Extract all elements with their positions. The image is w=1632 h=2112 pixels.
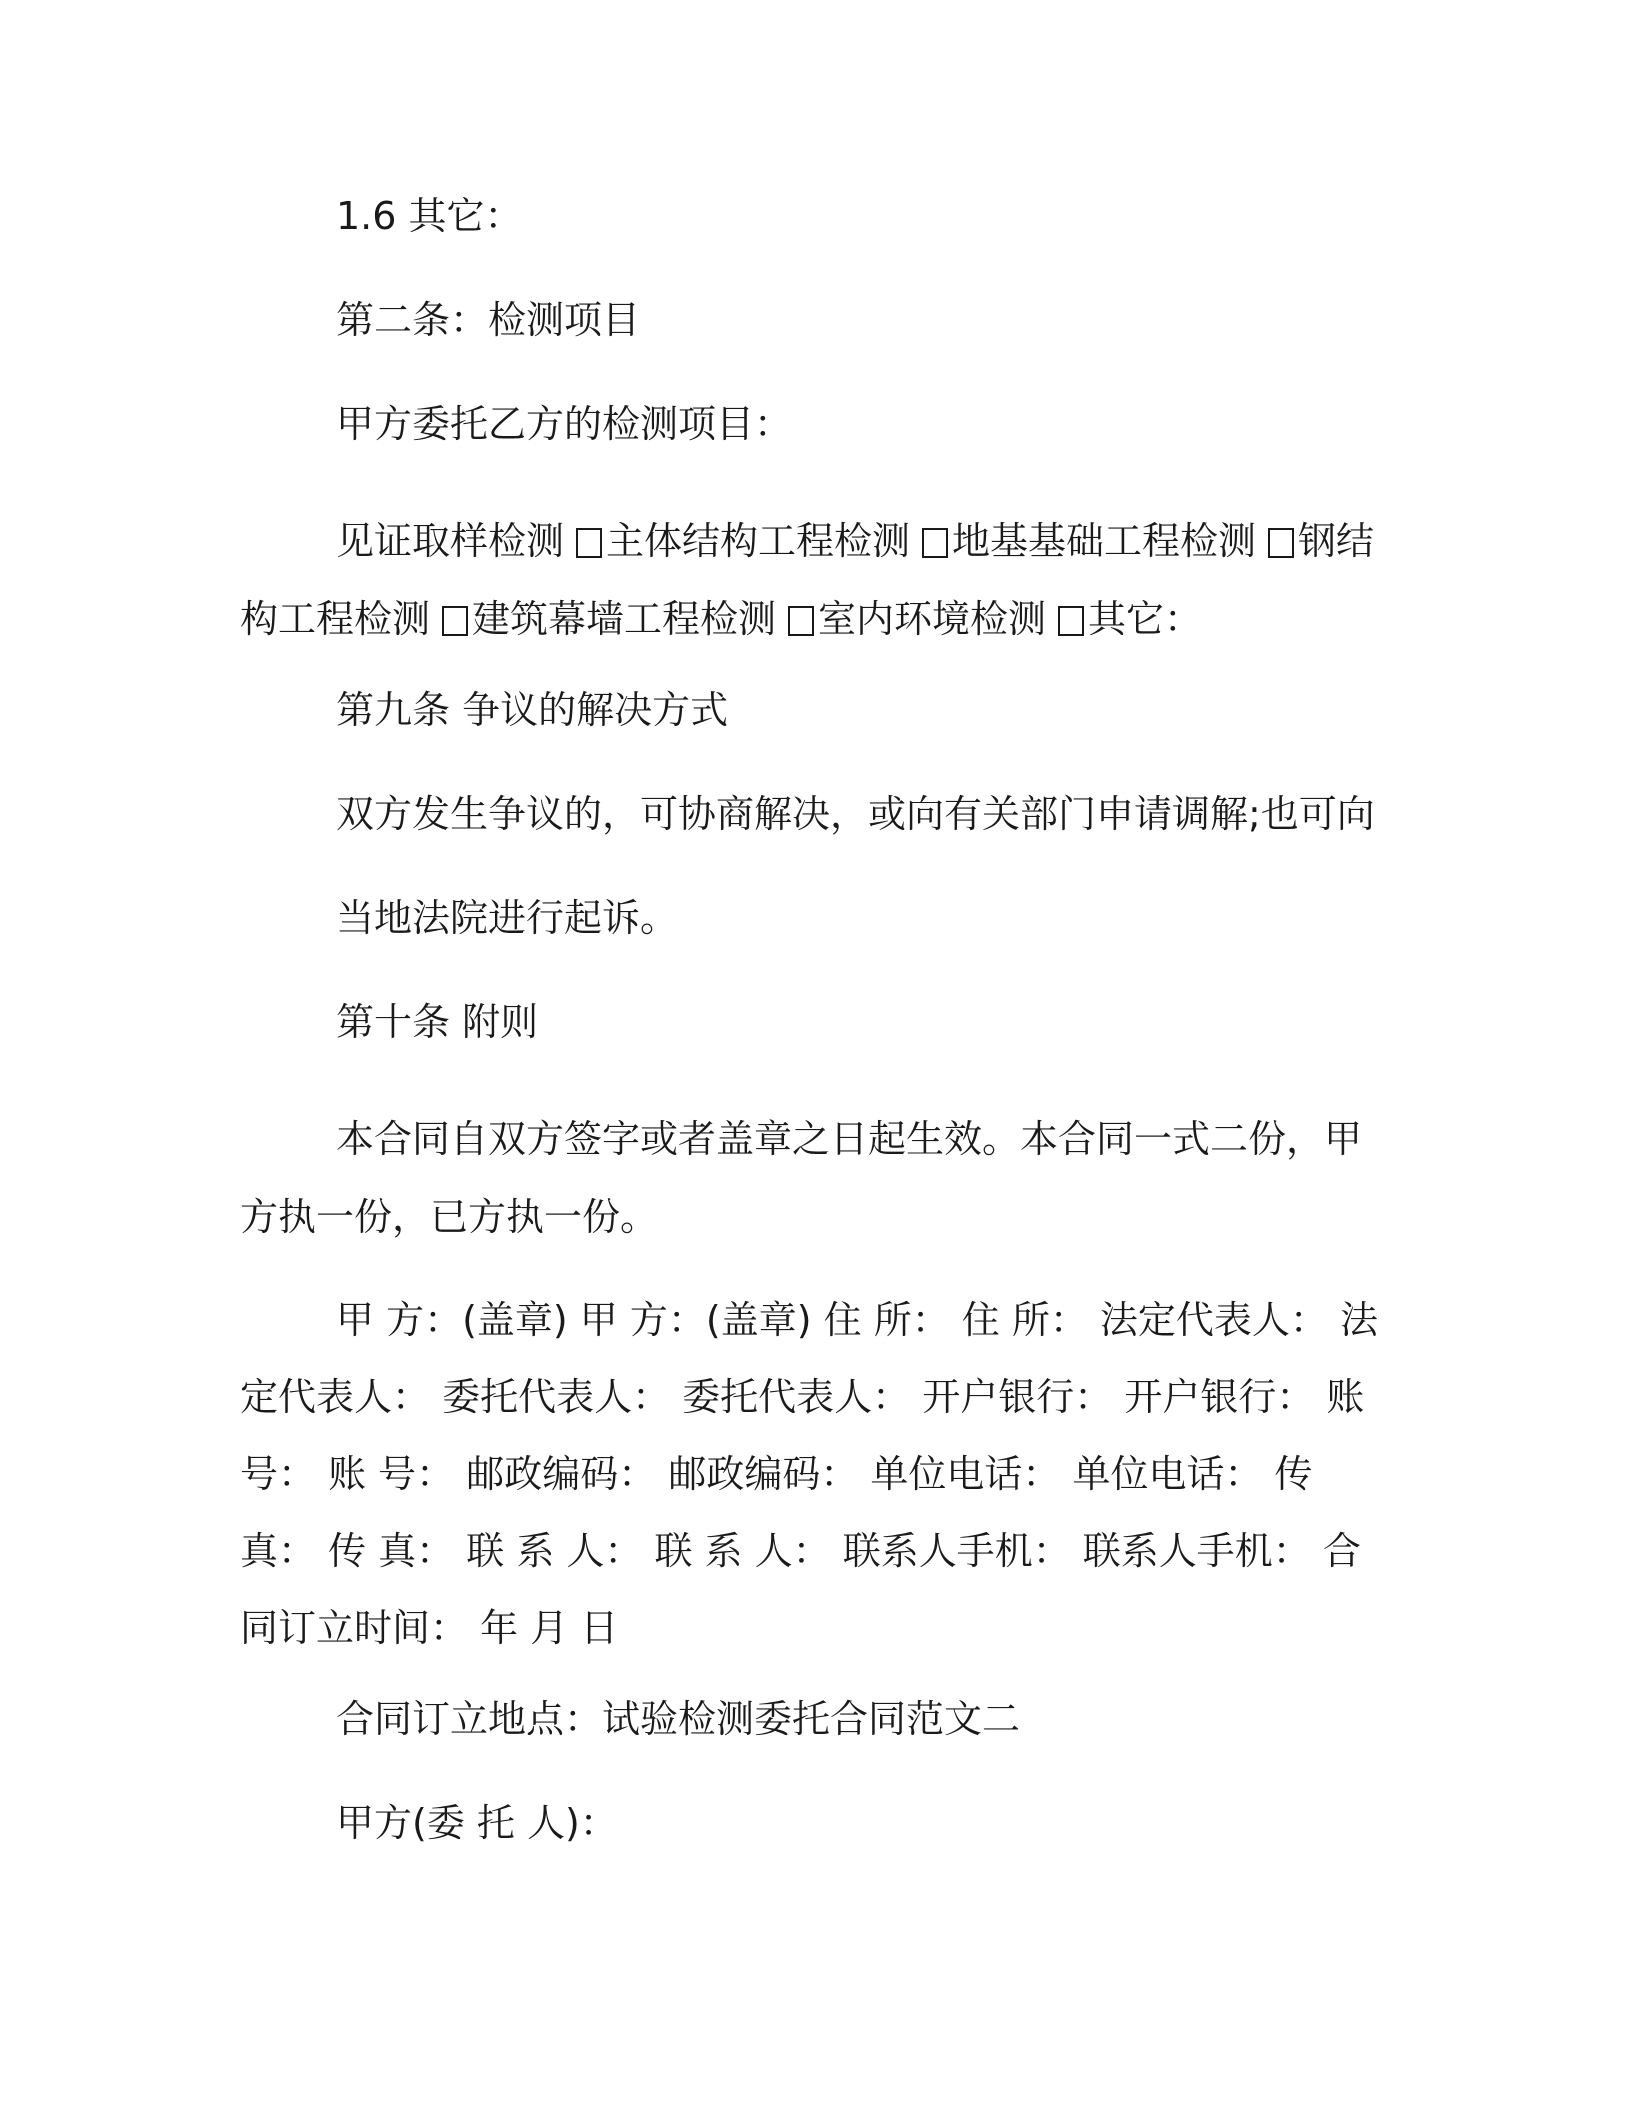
checkbox-icon[interactable] [788,606,814,636]
article-9-body-line1: 双方发生争议的，可协商解决，或向有关部门申请调解;也可向 [336,792,1375,836]
clause-1-6: 1.6 其它： [336,194,523,238]
checklist-item: 室内环境检测 [818,597,1047,641]
checkbox-icon[interactable] [922,528,948,558]
checkbox-icon[interactable] [576,528,602,558]
checkbox-icon[interactable] [1058,606,1084,636]
contract-place: 合同订立地点：试验检测委托合同范文二 [336,1697,1021,1741]
article-9-body-line2: 当地法院进行起诉。 [336,896,679,940]
checklist-item: 建筑幕墙工程检测 [472,597,777,641]
article-10-title: 第十条 附则 [336,1000,539,1044]
document-page [240,190,1390,1901]
signature-block: 甲 方：(盖章) 甲 方：(盖章) 住 所： 住 所： 法定代表人： 法定代表人： 委托代表人： 委托代表人： 开户银行： 开户银行： 账 号： 账 号： 邮政编码： 邮政编码： 单位电话： 单位电话： 传 真： 传 真： 联 系 人： 联 系 人： 联系人手机： 联系人手机： 合同订立时间： 年 月 日 [240,1298,1379,1650]
checklist-item: 其它： [1088,597,1203,641]
checkbox-icon[interactable] [442,606,468,636]
article-2-title: 第二条：检测项目 [336,298,641,342]
checklist-item: 地基基础工程检测 [952,519,1257,563]
article-10-body: 本合同自双方签字或者盖章之日起生效。本合同一式二份，甲方执一份，已方执一份。 [240,1117,1363,1239]
party-a-label: 甲方(委 托 人)： [336,1801,618,1845]
checkbox-icon[interactable] [1268,528,1294,558]
checklist-item: 主体结构工程检测 [606,519,911,563]
test-item-checklist [240,502,1390,658]
checklist-item: 见证取样检测 [336,519,565,563]
checklist-item: 钢结构工程检测 [240,519,1375,641]
article-9-title: 第九条 争议的解决方式 [336,688,729,732]
article-2-intro: 甲方委托乙方的检测项目： [336,402,793,446]
